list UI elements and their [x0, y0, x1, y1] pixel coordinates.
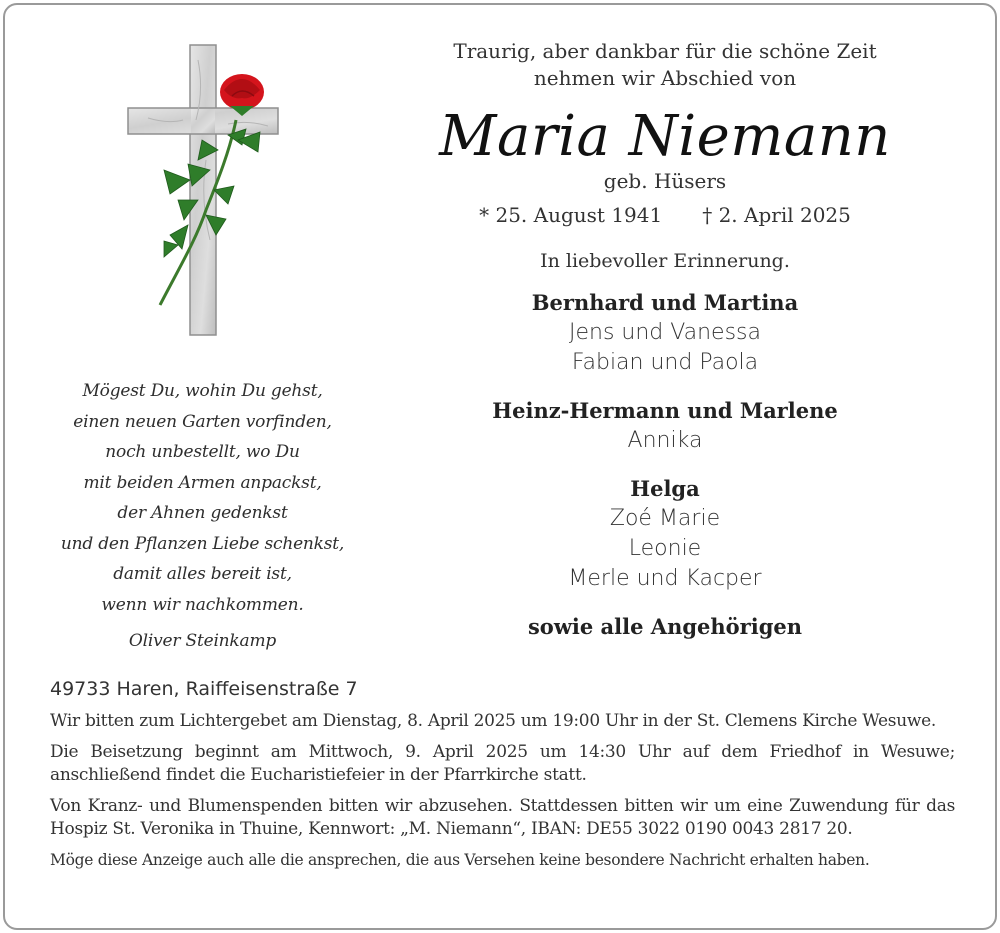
- poem-line: noch unbestellt, wo Du: [105, 442, 300, 462]
- poem-author: Oliver Steinkamp: [128, 631, 277, 651]
- poem-line: wenn wir nachkommen.: [101, 594, 304, 615]
- poem-line: mit beiden Armen anpackst,: [83, 472, 322, 493]
- poem-line: damit alles bereit ist,: [113, 564, 292, 584]
- closing-line: sowie alle Angehörigen: [527, 614, 803, 639]
- mourner-member: Leonie: [628, 536, 702, 561]
- donation-notice: Von Kranz- und Blumenspenden bitten wir abzusehen. Stattdessen bitten wir um eine Zuwendung für das Hospiz St. Veronika in Thuine, Kennwort: „M. Niemann“, IBAN: DE55 3022 0190 0043 2817 20.: [50, 796, 955, 839]
- mourner-member: Fabian und Paola: [571, 350, 759, 375]
- prayer-notice: Wir bitten zum Lichtergebet am Dienstag, 8. April 2025 um 19:00 Uhr in der St. Clemens Kirche Wesuwe.: [50, 711, 936, 731]
- poem: [40, 376, 365, 657]
- burial-notice: Die Beisetzung beginnt am Mittwoch, 9. April 2025 um 14:30 Uhr auf dem Friedhof in Wesuwe; anschließend findet die Eucharistiefeier in der Pfarrkirche statt.: [50, 742, 955, 785]
- mourner-member: Jens und Vanessa: [569, 320, 761, 345]
- cross-with-rose-icon: [118, 40, 288, 340]
- mourner-head: Heinz-Hermann und Marlene: [492, 398, 838, 423]
- life-dates: [360, 202, 970, 228]
- mourner-member: Merle und Kacper: [568, 566, 762, 591]
- poem-line: einen neuen Garten vorfinden,: [73, 411, 332, 432]
- mourner-member: Annika: [627, 428, 703, 453]
- death-date: † 2. April 2025: [702, 203, 851, 227]
- poem-line: Mögest Du, wohin Du gehst,: [82, 381, 323, 401]
- intro-line-1: Traurig, aber dankbar für die schöne Zeit: [453, 39, 877, 63]
- notice-details: [50, 676, 955, 880]
- poem-line: der Ahnen gedenkst: [117, 503, 288, 523]
- poem-line: und den Pflanzen Liebe schenkst,: [60, 533, 345, 554]
- intro-line-2: nehmen wir Abschied von: [533, 66, 797, 90]
- mourner-group: [360, 396, 970, 456]
- deceased-name: Maria Niemann: [439, 104, 891, 169]
- mourner-group: [360, 474, 970, 594]
- birth-date: * 25. August 1941: [479, 203, 663, 227]
- address: 49733 Haren, Raiffeisenstraße 7: [50, 678, 358, 700]
- intro-text: [360, 38, 970, 92]
- mourner-head: Helga: [630, 476, 700, 501]
- birth-name: geb. Hüsers: [603, 169, 727, 193]
- announcement: [360, 38, 970, 642]
- mourner-head: Bernhard und Martina: [531, 290, 799, 315]
- mourner-group: [360, 288, 970, 378]
- memory-text: In liebevoller Erinnerung.: [540, 250, 790, 272]
- disclaimer-notice: Möge diese Anzeige auch alle die ansprechen, die aus Versehen keine besondere Nachricht erhalten haben.: [50, 851, 870, 869]
- mourner-member: Zoé Marie: [609, 506, 721, 531]
